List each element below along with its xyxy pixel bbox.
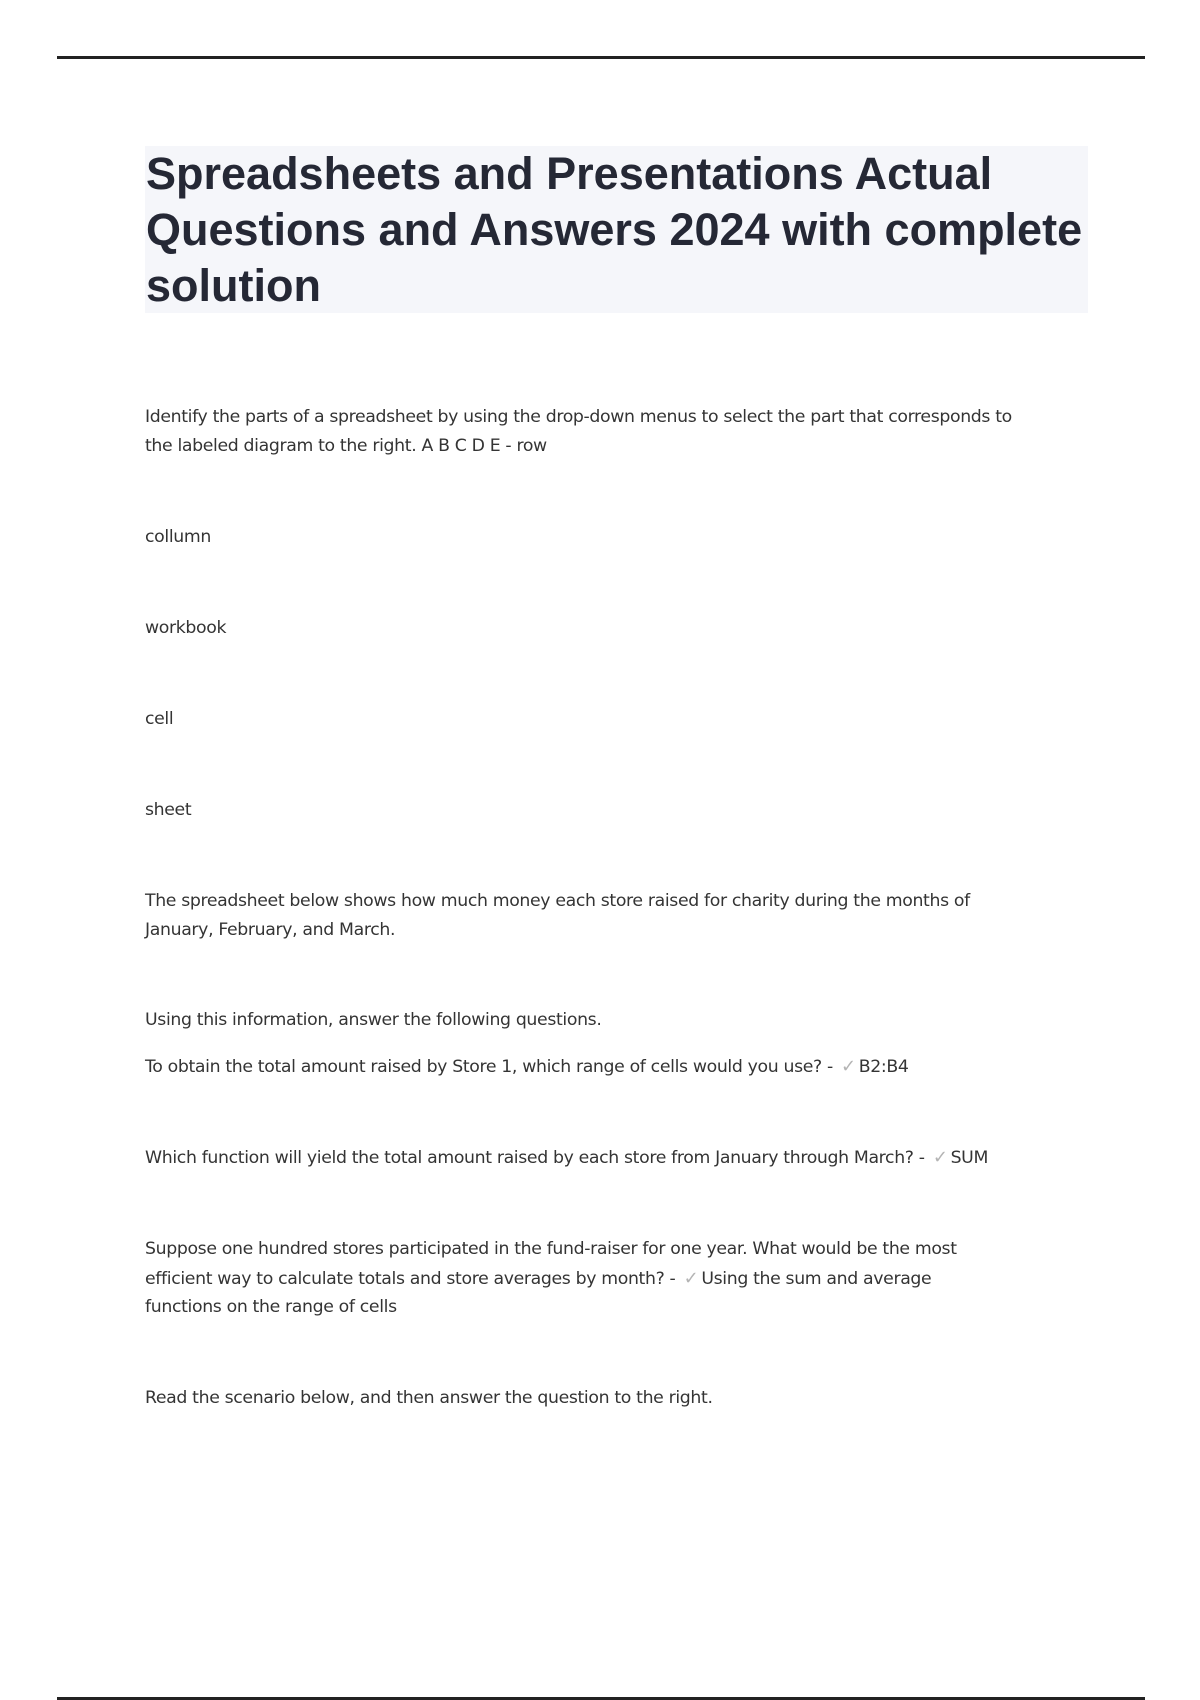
intro-line-1: Identify the parts of a spreadsheet by using the drop-down menus to select the part that corresponds to <box>145 407 1012 427</box>
check-icon: ✓ <box>683 1268 699 1289</box>
list-item-column: collumn <box>145 527 211 547</box>
separator: - <box>821 1057 839 1077</box>
answer-text: B2:B4 <box>858 1057 909 1077</box>
question-text: Which function will yield the total amount raised by each store from January through March? <box>145 1148 914 1168</box>
qa-item-2 <box>145 1143 988 1173</box>
qa-item-3-line-3: functions on the range of cells <box>145 1297 397 1317</box>
check-icon: ✓ <box>841 1056 856 1077</box>
list-item-sheet: sheet <box>145 800 192 820</box>
header-rule <box>57 56 1145 59</box>
qa-item-1 <box>145 1052 909 1082</box>
list-item-cell: cell <box>145 709 174 729</box>
scenario-line-1: The spreadsheet below shows how much money each store raised for charity during the months of <box>145 891 970 911</box>
question-text: efficient way to calculate totals and store averages by month? <box>145 1269 665 1289</box>
qa-item-3-line-1: Suppose one hundred stores participated in the fund-raiser for one year. What would be the most <box>145 1239 957 1259</box>
separator: - <box>913 1148 930 1168</box>
document-title: Spreadsheets and Presentations Actual Questions and Answers 2024 with complete solution <box>146 148 1083 311</box>
intro-line-2: the labeled diagram to the right. A B C D E - row <box>145 436 547 456</box>
closing-text: Read the scenario below, and then answer the question to the right. <box>145 1388 713 1408</box>
scenario-line-2: January, February, and March. <box>145 920 396 940</box>
list-item-workbook: workbook <box>145 618 227 638</box>
separator: - <box>664 1269 681 1289</box>
answer-text: SUM <box>950 1148 989 1168</box>
qa-item-3-line-2 <box>145 1264 931 1294</box>
question-text: To obtain the total amount raised by Store 1, which range of cells would you use? <box>145 1057 822 1077</box>
instruction-text: Using this information, answer the following questions. <box>145 1010 602 1030</box>
check-icon: ✓ <box>932 1147 948 1168</box>
answer-text: Using the sum and average <box>701 1269 932 1289</box>
